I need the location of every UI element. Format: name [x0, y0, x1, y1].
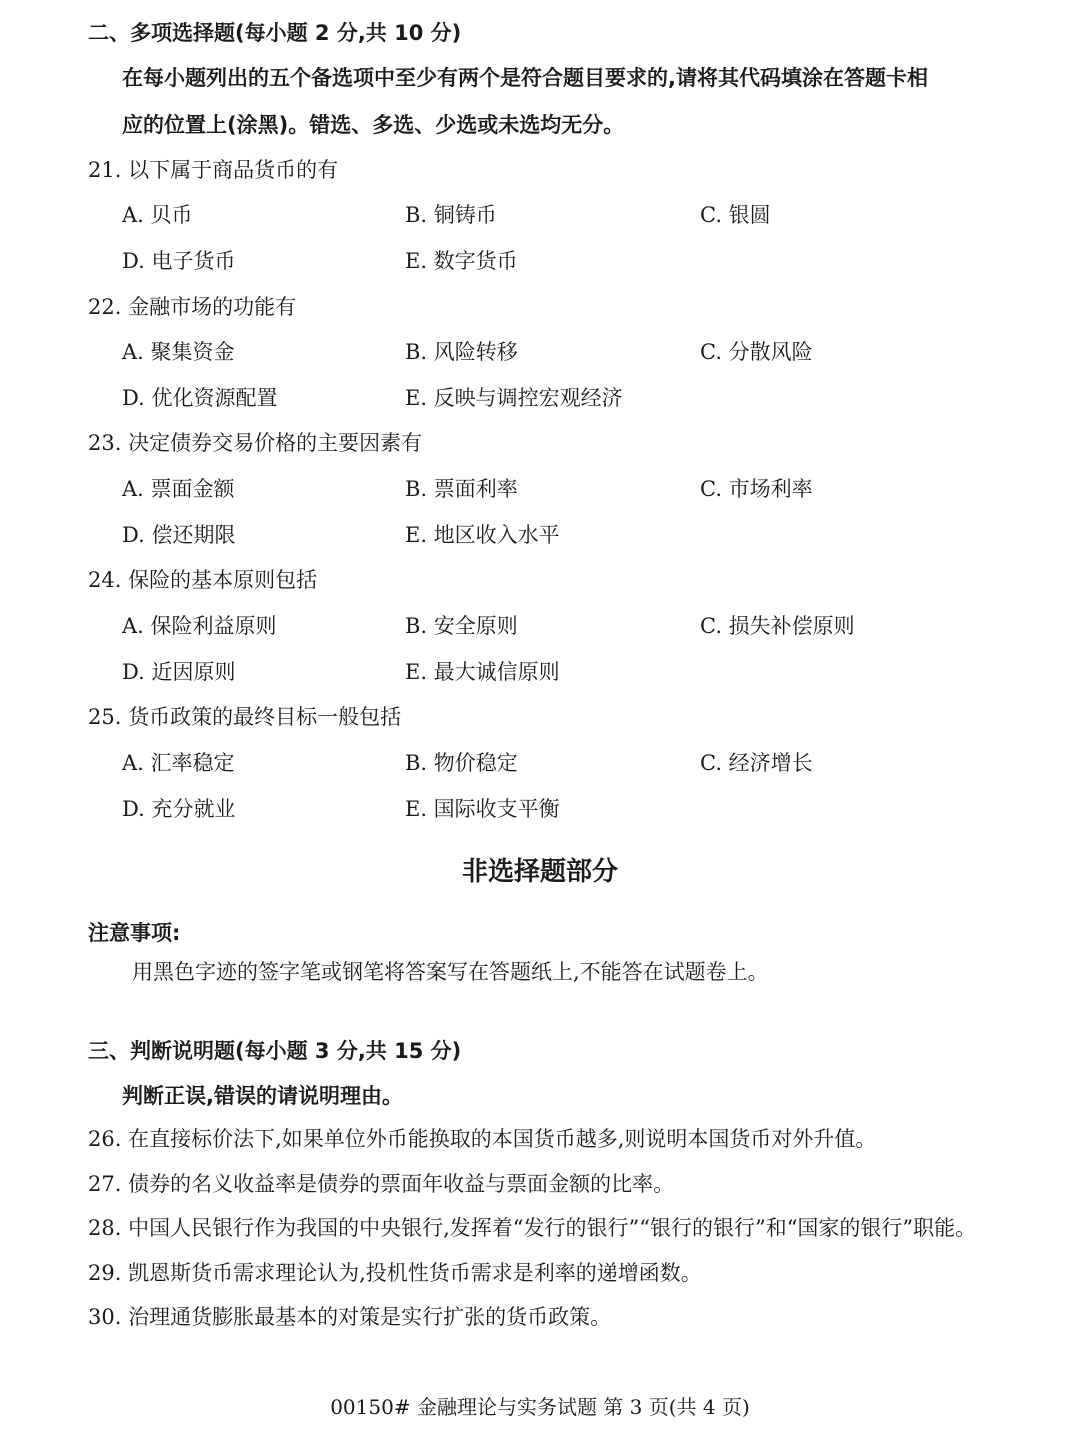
section2-instruction-line2: 应的位置上(涂黑)。错选、多选、少选或未选均无分。: [122, 113, 625, 137]
question-23-option-e: E. 地区收入水平: [405, 523, 560, 547]
question-22-stem: 22. 金融市场的功能有: [88, 295, 297, 319]
question-27: 27. 债券的名义收益率是债券的票面年收益与票面金额的比率。: [88, 1172, 675, 1196]
question-25-option-e: E. 国际收支平衡: [405, 797, 560, 821]
page-footer: 00150# 金融理论与实务试题 第 3 页(共 4 页): [330, 1395, 750, 1419]
question-25-option-b: B. 物价稳定: [405, 751, 518, 775]
question-22-option-b: B. 风险转移: [405, 340, 518, 364]
question-21-option-d: D. 电子货币: [122, 249, 236, 273]
question-21-option-e: E. 数字货币: [405, 249, 518, 273]
section3-instruction: 判断正误,错误的请说明理由。: [122, 1084, 403, 1108]
question-23-stem: 23. 决定债券交易价格的主要因素有: [88, 431, 423, 455]
section3-title: 三、判断说明题(每小题 3 分,共 15 分): [88, 1039, 462, 1063]
question-23-option-c: C. 市场利率: [700, 477, 813, 501]
question-22-option-c: C. 分散风险: [700, 340, 813, 364]
question-23-option-a: A. 票面金额: [122, 477, 235, 501]
question-23-option-d: D. 偿还期限: [122, 523, 236, 547]
question-30: 30. 治理通货膨胀最基本的对策是实行扩张的货币政策。: [88, 1305, 612, 1329]
question-24-option-e: E. 最大诚信原则: [405, 660, 560, 684]
question-24-option-d: D. 近因原则: [122, 660, 236, 684]
question-25-option-a: A. 汇率稳定: [122, 751, 235, 775]
question-24-stem: 24. 保险的基本原则包括: [88, 568, 318, 592]
question-22-option-a: A. 聚集资金: [122, 340, 235, 364]
question-25-stem: 25. 货币政策的最终目标一般包括: [88, 705, 402, 729]
section2-instruction-line1: 在每小题列出的五个备选项中至少有两个是符合题目要求的,请将其代码填涂在答题卡相: [122, 66, 928, 90]
question-21-option-b: B. 铜铸币: [405, 203, 497, 227]
question-28: 28. 中国人民银行作为我国的中央银行,发挥着“发行的银行”“银行的银行”和“国家的银行”职能。: [88, 1216, 977, 1240]
notice-text: 用黑色字迹的签字笔或钢笔将答案写在答题纸上,不能答在试题卷上。: [132, 960, 769, 984]
question-21-option-c: C. 银圆: [700, 203, 771, 227]
question-24-option-c: C. 损失补偿原则: [700, 614, 855, 638]
question-23-option-b: B. 票面利率: [405, 477, 518, 501]
question-21-option-a: A. 贝币: [122, 203, 193, 227]
question-26: 26. 在直接标价法下,如果单位外币能换取的本国货币越多,则说明本国货币对外升值。: [88, 1127, 877, 1151]
nonchoice-heading: 非选择题部分: [461, 857, 618, 887]
question-25-option-d: D. 充分就业: [122, 797, 236, 821]
notice-label: 注意事项:: [88, 921, 181, 945]
question-24-option-b: B. 安全原则: [405, 614, 518, 638]
question-22-option-e: E. 反映与调控宏观经济: [405, 386, 623, 410]
question-22-option-d: D. 优化资源配置: [122, 386, 278, 410]
question-21-stem: 21. 以下属于商品货币的有: [88, 158, 339, 182]
question-29: 29. 凯恩斯货币需求理论认为,投机性货币需求是利率的递增函数。: [88, 1261, 702, 1285]
question-24-option-a: A. 保险利益原则: [122, 614, 277, 638]
section2-title: 二、多项选择题(每小题 2 分,共 10 分): [88, 21, 462, 45]
question-25-option-c: C. 经济增长: [700, 751, 813, 775]
